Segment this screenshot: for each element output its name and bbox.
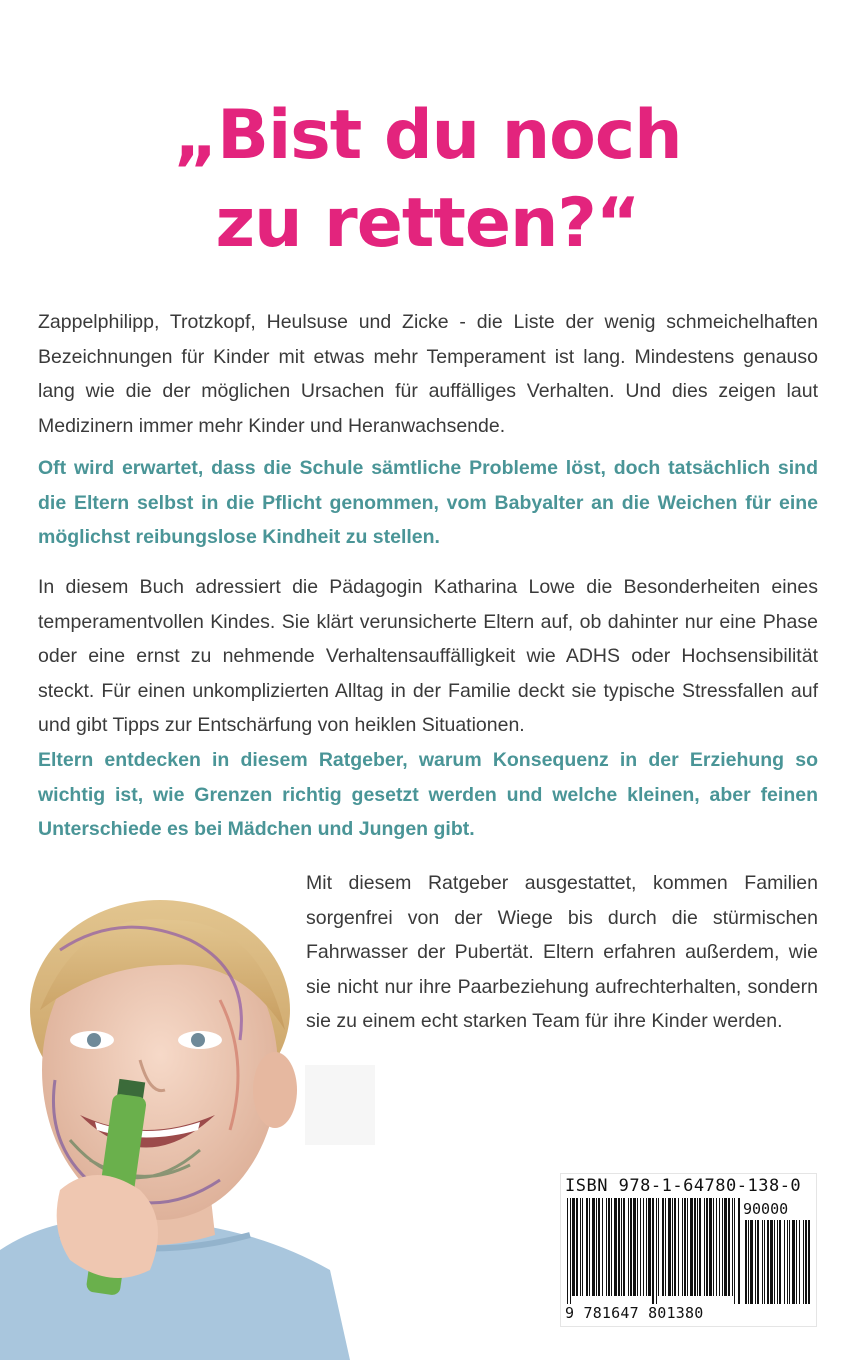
barcode-bar [656,1198,657,1304]
blurb-paragraph-5: Mit diesem Ratgeber ausgestattet, kommen Familien sorgenfrei von der Wiege bis durch die stürmischen Fahrwasser der Pubertät. Eltern erfahren außerdem, wie sie nicht nur ihre Paarbeziehung aufrechterhalten, sondern sie zu einem echt starken Team für ihre Kinder werden. [306,872,818,1032]
barcode-bar [699,1198,701,1296]
barcode-bar [734,1198,735,1304]
barcode-bar [662,1198,664,1296]
addon-bar [770,1220,773,1304]
barcode-bar [572,1198,575,1296]
barcode-bars [561,1198,816,1306]
barcode-bar [665,1198,666,1296]
addon-bar [805,1220,807,1304]
barcode-bar [706,1198,708,1296]
addon-bar [757,1220,759,1304]
barcode-bar [668,1198,671,1296]
blurb-paragraph-2: Oft wird erwartet, dass die Schule sämtliche Probleme löst, doch tatsächlich sind die Eltern selbst in die Pflicht genommen, vom Babyalter an die Weichen für eine möglichst reibungslose Kindheit zu stellen. [38,457,818,548]
addon-bar [764,1220,765,1304]
blurb-paragraph-4: Eltern entdecken in diesem Ratgeber, warum Konsequenz in der Erziehung so wichtig ist, wie Grenzen richtig gesetzt werden und welche kleinen, aber feinen Unterschiede es bei Mädchen und Jungen gibt. [38,749,818,840]
addon-bar [787,1220,788,1304]
addon-bar [803,1220,804,1304]
barcode-bar [596,1198,597,1296]
title-line-1: „Bist du noch [173,96,682,175]
barcode-bar [582,1198,583,1296]
blurb-paragraph-1: Zappelphilipp, Trotzkopf, Heulsuse und Zicke - die Liste der wenig schmeichelhaften Bezeichnungen für Kinder mit etwas mehr Temperament ist lang. Mindestens genauso lang wie die der möglichen Ursachen für auffälliges Verhalten. Und dies zeigen laut Medizinern immer mehr Kinder und Heranwachsende. [38,311,818,437]
barcode-bar [709,1198,712,1296]
barcode-bar [674,1198,676,1296]
barcode-bar [570,1198,571,1304]
addon-bar [762,1220,763,1304]
barcode-bar [567,1198,568,1304]
isbn-barcode [560,1173,817,1327]
addon-bar [796,1220,797,1304]
barcode-bar [606,1198,607,1296]
addon-bar [808,1220,810,1304]
barcode-bar [576,1198,578,1296]
barcode-bar [598,1198,600,1296]
barcode-bar [684,1198,686,1296]
addon-bar [750,1220,753,1304]
barcode-bar [722,1198,723,1296]
isbn-label: ISBN 978-1-64780-138-0 [565,1176,802,1196]
addon-bar [784,1220,785,1304]
barcode-bar [682,1198,683,1296]
title-line-2: zu retten?“ [215,184,640,263]
addon-bar [745,1220,747,1304]
barcode-bar [589,1198,590,1296]
barcode-bar [652,1198,654,1304]
barcode-bar [633,1198,636,1296]
barcode-bar [704,1198,705,1296]
barcode-bar [724,1198,727,1296]
addon-bar [748,1220,749,1304]
barcode-bar [738,1198,740,1304]
barcode-bar [586,1198,588,1296]
barcode-bar [623,1198,625,1296]
barcode-bar [713,1198,714,1296]
barcode-bar [580,1198,581,1296]
child-photo [0,890,390,1360]
barcode-bar [592,1198,595,1296]
barcode-bar [719,1198,720,1296]
barcode-bar [630,1198,632,1296]
barcode-bar [614,1198,617,1296]
barcode-digits: 9 781647 801380 [565,1304,704,1322]
addon-bar [779,1220,781,1304]
addon-bar [755,1220,756,1304]
addon-bar [799,1220,800,1304]
addon-bar [789,1220,790,1304]
addon-number: 90000 [743,1200,789,1218]
addon-bar [792,1220,795,1304]
barcode-bar [732,1198,733,1296]
barcode-bar [728,1198,730,1296]
barcode-bar [621,1198,622,1296]
barcode-bar [602,1198,603,1296]
barcode-bar [690,1198,693,1296]
barcode-bar [697,1198,698,1296]
barcode-bar [618,1198,620,1296]
barcode-bar [648,1198,651,1296]
barcode-bar [640,1198,641,1296]
barcode-bar [608,1198,610,1296]
barcode-bar [687,1198,688,1296]
barcode-bar [694,1198,696,1296]
addon-bar [767,1220,769,1304]
barcode-bar [611,1198,612,1296]
barcode-bar [628,1198,629,1296]
barcode-bar [672,1198,673,1296]
barcode-bar [643,1198,644,1296]
addon-bar [777,1220,778,1304]
barcode-bar [646,1198,647,1296]
barcode-bar [716,1198,717,1296]
blurb-paragraph-3: In diesem Buch adressiert die Pädagogin Katharina Lowe die Besonderheiten eines temperamentvollen Kindes. Sie klärt verunsicherte Eltern auf, ob dahinter nur eine Phase oder eine ernst zu nehmende Verhaltensauffälligkeit wie ADHS oder Hochsensibilität steckt. Für einen unkomplizierten Alltag in der Familie deckt sie typische Stressfallen auf und gibt Tipps zur Entschärfung von heiklen Situationen. [38,576,818,736]
book-title [0,92,855,268]
barcode-bar [658,1198,659,1296]
barcode-bar [678,1198,679,1296]
addon-bar [774,1220,775,1304]
barcode-bar [637,1198,638,1296]
